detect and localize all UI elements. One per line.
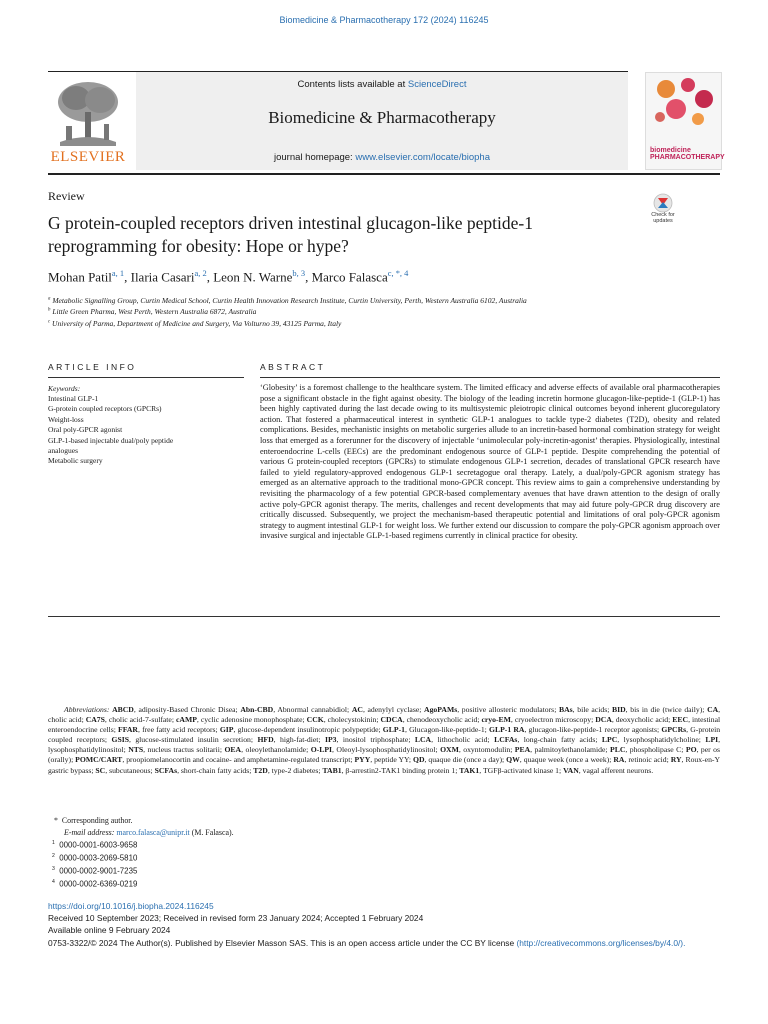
abbreviation-term: GPCRs [661,725,687,735]
journal-reference[interactable]: Biomedicine & Pharmacotherapy 172 (2024) 116245 [279,15,489,25]
abbreviation-term: GLP-1 [382,725,406,735]
abbreviation-term: FFAR [118,725,138,735]
abbreviation-definition: high-fat-diet [280,735,319,745]
abbreviation-definition: glucose-dependent insulinotropic polypeptide [237,725,379,735]
abbreviation-definition: cholic acid-7-sulfate [108,715,172,725]
abbreviation-definition: bile acids [577,705,608,714]
affiliation-text: Little Green Pharma, West Perth, Western Australia 6872, Australia [50,307,257,316]
author-separator: , [206,269,214,285]
orcid-id: 0000-0002-6369-0219 [59,879,138,889]
abbreviation-term: O-LPI [310,745,333,755]
article-type: Review [48,189,85,203]
abbreviation-definition: TGFβ-activated kinase 1 [482,765,560,775]
affiliation-sup: c [48,319,51,325]
abbreviation-definition: lysophosphatidylcholine [623,735,699,745]
contents-line [136,79,628,90]
asterisk-mark: * [54,816,62,825]
homepage-line [136,152,628,163]
abbreviation-term: TAK1 [459,765,480,775]
article-title: G protein-coupled receptors driven intestinal glucagon-like peptide-1 reprogramming for obesity: Hope or hype? [48,213,533,256]
abbreviation-definition: Roux-en-Y gastric bypass [48,755,721,775]
crossmark-icon [646,193,680,213]
abbreviation-definition: quaque week (once a week) [523,755,610,765]
homepage-link[interactable]: www.elsevier.com/locate/biopha [355,152,490,163]
abbreviation-definition: subcutaneous [109,765,151,775]
abbreviation-definition: free fatty acid receptors [142,725,216,735]
journal-header [48,72,628,170]
abbreviation-definition: per os (orally) [48,745,721,765]
abbreviation-definition: G-protein coupled receptors [48,725,721,745]
author-name[interactable]: Mohan Patil [48,269,112,285]
corresponding-author-note [54,816,132,825]
orcid-number: 1 [52,840,55,846]
keyword-item: G-protein coupled receptors (GPCRs) [48,404,162,414]
abbreviation-definition: cryoelectron microscopy [514,715,592,725]
abbreviation-term: POMC/CART [75,755,123,765]
journal-title: Biomedicine & Pharmacotherapy [268,108,496,127]
abbreviation-term: NTS [128,745,144,755]
email-line [64,828,234,837]
abbreviation-term: SC [95,765,106,775]
abbreviation-term: Abn-CBD [240,705,274,714]
abbreviation-term: BAs [558,705,573,714]
abbreviation-definition: cyclic adenosine monophosphate [200,715,303,725]
affiliation-b [48,307,256,316]
license-link[interactable]: (http://creativecommons.org/licenses/by/4.0/). [516,938,686,948]
email-suffix: (M. Falasca). [189,828,234,837]
abbreviation-term: ABCD [112,705,134,714]
keyword-item: Intestinal GLP-1 [48,394,99,403]
email-link[interactable]: marco.falasca@unipr.it [116,828,190,837]
keywords-list [48,394,223,467]
abbreviation-term: GIP [219,725,234,735]
abstract-end-rule [48,616,720,617]
abbreviation-definition: positive allosteric modulators [461,705,555,714]
affiliation-text: University of Parma, Department of Medicine and Surgery, Via Volturno 39, 43125 Parma, Italy [50,319,342,328]
abbreviation-term: SCFAs [154,765,178,775]
abbreviation-term: OEA [224,745,242,755]
abbreviation-term: AgoPAMs [424,705,458,714]
abbreviation-term: PYY [354,755,371,765]
abbreviation-term: LPI [705,735,719,745]
affiliation-sup: a [48,296,51,302]
abbreviation-term: PEA [514,745,531,755]
corresponding-text: Corresponding author. [61,816,133,825]
doi-link[interactable]: https://doi.org/10.1016/j.biopha.2024.116245 [48,901,214,911]
abbreviation-definition: cholecystokinin [327,715,377,725]
abbreviation-definition: proopiomelanocortin and cocaine- and amphetamine-regulated transcript [126,755,351,765]
abbreviation-term: RY [670,755,682,765]
abbreviation-definition: glucose-stimulated insulin secretion [135,735,251,745]
author-name[interactable]: Ilaria Casari [130,269,195,285]
crossmark-label: Check for updates [651,212,675,224]
license-text: 0753-3322/© 2024 The Author(s). Published by Elsevier Masson SAS. This is an open access article under the CC BY license [48,938,515,948]
article-info-rule [48,377,244,378]
orcid-id: 0000-0002-9001-7235 [59,866,138,876]
abbreviation-definition: retinoic acid [628,755,667,765]
elsevier-logo[interactable] [48,76,128,168]
abbreviation-definition: peptide YY [374,755,409,765]
abbreviation-definition: β-arrestin2-TAK1 binding protein 1 [345,765,456,775]
keywords-label: Keywords: [48,384,81,393]
affiliation-a [48,296,527,305]
affiliation-sup: b [48,307,51,313]
affiliation-c [48,319,341,328]
abbreviation-definition: short-chain fatty acids [180,765,250,775]
abbreviation-term: QW [506,755,520,765]
abbreviation-term: PLC [610,745,626,755]
orcid-id: 0000-0003-2069-5810 [59,853,138,863]
abbreviation-term: HFD [257,735,274,745]
abbreviation-definition: phospholipase C [629,745,682,755]
abbreviation-term: CCK [306,715,324,725]
sciencedirect-link[interactable]: ScienceDirect [407,79,467,90]
abbreviation-term: LCA [414,735,432,745]
abbreviation-definition: type-2 diabetes [271,765,319,775]
abbreviation-term: cryo-EM [481,715,511,725]
cover-title: biomedicine PHARMACOTHERAPY [650,147,725,161]
abstract-rule [260,377,720,378]
abbreviation-definition: glucagon-like-peptide-1 receptor agonists [528,725,658,735]
abstract-text: ‘Globesity’ is a foremost challenge to the healthcare system. The limited efficacy and adverse effects of available oral pharmacotherapies pose a significant obstacle in the fight against obesity. The biology of the leading incretin hormone glucagon-like-peptide-1 (GLP-1) has been highly captivated during the last decade owing to its multisystemic pleiotropic clinical outcomes beyond inherent glucoregulatory action. That fostered a pharmaceutical interest in synthetic GLP-1 analogues to tackle type-2 diabetes (T2D), obesity and related complications. Besides, mechanistic insights on metabolic surgeries allude to an incretin-based hormonal combination strategy for weight loss that emerged as a forerunner for the discovery of injectable ‘unimolecular poly-incretin-agonist’ therapies. Physiologically, intestinal enteroendocrine L-cells (EECs) are the predominant endogenous source of GLP-1 peptide. Despite comprehending the potential of various G protein-coupled receptors (GPCRs) to stimulate endogenous GLP-1 secretion, decades of translational GPCR research have failed to yield regulatory-approved endogenous GLP-1 secretagogue oral therapy. Lately, a dual/poly-GPCR agonism strategy has emerged as an alternative approach to the traditional mono-GPCR concept. This review aims to gain a comprehensive understanding by revisiting the pharmacology of a few potential GPCR-based complementary avenues that have drawn attention to the design of orally active poly-GPCR agonist therapy. The merits, challenges and recent developments that may aid future poly-GPCR drug discovery are critically discussed. Subsequently, we project the mechanism-based therapeutic potential and limitations of oral poly-GPCR agonism strategy to augment intestinal GLP-1 for weight loss. We further extend our discussion to compare the poly-GPCR agonism approach over invasive surgical and injectable GLP-1-based regimens currently in clinical practice for obesity. [260,383,720,541]
author-name[interactable]: Marco Falasca [311,269,388,285]
abbreviation-definition: oleoylethanolamide [245,745,307,755]
author-list [48,268,408,285]
elsevier-tree-icon [48,76,128,148]
abbreviation-term: CA [707,705,719,714]
journal-cover-thumbnail[interactable] [645,72,725,170]
keyword-item: Oral poly-GPCR agonist [48,425,123,435]
abbreviation-definition: chenodeoxycholic acid [406,715,478,725]
journal-header-panel [136,72,628,170]
abbreviation-term: CA7S [85,715,105,725]
abstract-heading: ABSTRACT [260,362,326,372]
abbreviation-definition: nucleus tractus solitarii [147,745,220,755]
elsevier-wordmark: ELSEVIER [50,149,126,165]
keyword-item: Weight-loss [48,414,84,424]
orcid-2[interactable] [52,853,137,863]
author-affiliation-sup[interactable]: c, *, 4 [387,268,409,278]
abbreviation-term: T2D [253,765,268,775]
orcid-4[interactable] [52,879,137,889]
abbreviation-term: GSIS [111,735,129,745]
cover-pattern-icon [646,73,721,133]
abbreviation-definition: lysophosphatidylinositol [48,745,124,755]
homepage-prefix: journal homepage: [274,152,356,163]
orcid-1[interactable] [52,840,137,850]
orcid-3[interactable] [52,866,137,876]
abbreviation-term: LCFAs [494,735,518,745]
abbreviation-definition: adiposity-Based Chronic Disea [138,705,236,714]
abbreviation-definition: lithocholic acid [437,735,488,745]
abbreviation-definition: intestinal enteroendocrine cells [48,715,721,735]
abbreviations-footnote: Abbreviations: ABCD, adiposity-Based Chronic Disea; Abn-CBD, Abnormal cannabidiol; AC, adenylyl cyclase; AgoPAMs, positive allosteric modulators; BAs, bile acids; BID, bis in die (twice daily); CA, cholic acid; CA7S, cholic acid-7-sulfate; cAMP, cyclic adenosine monophosphate; CCK, cholecystokinin; CDCA, chenodeoxycholic acid; cryo-EM, cryoelectron microscopy; DCA, deoxycholic acid; EEC, intestinal enteroendocrine cells; FFAR, free fatty acid receptors; GIP, glucose-dependent insulinotropic polypeptide; GLP-1, Glucagon-like-peptide-1; GLP-1 RA, glucagon-like-peptide-1 receptor agonists; GPCRs, G-protein coupled receptors; GSIS, glucose-stimulated insulin secretion; HFD, high-fat-diet; IP3, inositol triphosphate; LCA, lithocholic acid; LCFAs, long-chain fatty acids; LPC, lysophosphatidylcholine; LPI, lysophosphatidylinositol; NTS, nucleus tractus solitarii; OEA, oleoylethanolamide; O-LPI, Oleoyl-lysophosphatidylinositol; OXM, oxyntomodulin; PEA, palmitoylethanolamide; PLC, phospholipase C; PO, per os (orally); POMC/CART, proopiomelanocortin and cocaine- and amphetamine-regulated transcript; PYY, peptide YY; QD, quaque die (once a day); QW, quaque week (once a week); RA, retinoic acid; RY, Roux-en-Y gastric bypass; SC, subcutaneous; SCFAs, short-chain fatty acids; T2D, type-2 diabetes; TAB1, β-arrestin2-TAK1 binding protein 1; TAK1, TGFβ-activated kinase 1; VAN, vagal afferent neurons. [48,705,721,775]
author-affiliation-sup[interactable]: b, 3 [292,268,306,278]
abbreviation-definition: oxyntomodulin [463,745,511,755]
crossmark-badge[interactable] [646,193,680,231]
abbreviation-definition: Glucagon-like-peptide-1 [409,725,485,735]
abbreviation-term: TAB1 [322,765,342,775]
abbreviation-term: cAMP [175,715,197,725]
abbreviation-term: BID [611,705,626,714]
keyword-item: Metabolic surgery [48,456,103,466]
contents-prefix: Contents lists available at [297,79,408,90]
article-info-heading: ARTICLE INFO [48,362,137,372]
orcid-number: 2 [52,853,55,859]
keyword-item: GLP-1-based injectable dual/poly peptide [48,435,174,445]
orcid-id: 0000-0001-6003-9658 [59,840,138,850]
abbreviation-term: IP3 [324,735,337,745]
abbreviation-definition: palmitoylethanolamide [534,745,606,755]
abbreviation-term: EEC [672,715,689,725]
keyword-item: analogues [48,446,78,456]
email-label: E-mail address: [64,828,117,837]
abbreviation-definition: bis in die (twice daily) [630,705,703,714]
author-affiliation-sup[interactable]: a, 2 [194,268,207,278]
abbreviation-definition: inositol triphosphate [342,735,409,745]
abbreviation-definition: quaque die (once a day) [428,755,503,765]
abbreviation-term: PO [685,745,697,755]
abbreviation-definition: adenylyl cyclase [367,705,420,714]
abbreviation-term: GLP-1 RA [488,725,525,735]
author-separator: , [124,269,131,285]
abbreviation-definition: deoxycholic acid [615,715,669,725]
abbreviation-term: AC [351,705,363,714]
abbreviation-term: RA [613,755,625,765]
received-dates: Received 10 September 2023; Received in revised form 23 January 2024; Accepted 1 February 2024 [48,913,424,923]
header-bottom-rule [48,173,720,175]
author-affiliation-sup[interactable]: a, 1 [111,268,125,278]
abbreviation-term: CDCA [380,715,403,725]
orcid-number: 3 [52,866,55,872]
license-statement [48,938,720,949]
author-name[interactable]: Leon N. Warne [213,269,293,285]
abbreviation-term: QD [412,755,425,765]
orcid-number: 4 [52,879,55,885]
abbreviation-definition: long-chain fatty acids [523,735,596,745]
abbreviation-definition: cholic acid [48,715,82,725]
abbreviations-label: Abbreviations: [64,705,110,714]
abbreviation-term: OXM [440,745,459,755]
abbreviation-definition: Oleoyl-lysophosphatidylinositol [336,745,436,755]
abbreviation-term: LPC [601,735,618,745]
affiliation-text: Metabolic Signalling Group, Curtin Medical School, Curtin Health Innovation Research Institute, Curtin University, Perth, Western Australia 6102, Australia [50,296,527,305]
abbreviation-term: DCA [595,715,612,725]
abbreviation-definition: Abnormal cannabidiol [277,705,348,714]
author-separator: , [305,269,312,285]
abbreviation-term: VAN [563,765,579,775]
abbreviation-definition: vagal afferent neurons. [582,765,654,775]
available-online: Available online 9 February 2024 [48,925,171,935]
